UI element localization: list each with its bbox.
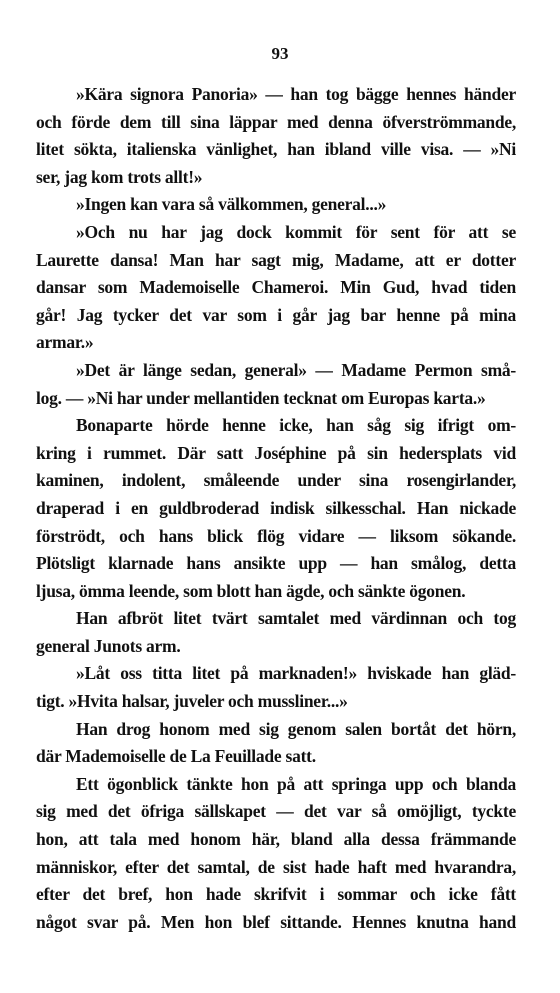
text-line: litet sökta, italienska vänlighet, han ibland ville visa. — »Ni [36,139,516,160]
text-line: »Låt oss titta litet på marknaden!» hviskade han gläd- [76,663,516,684]
text-line: efter det bref, hon hade skrifvit i sommar och icke fått [36,884,516,905]
text-line: »Ingen kan vara så välkommen, general...» [76,194,387,215]
text-line: människor, efter det samtal, de sist hade haft med hvarandra, [36,856,516,877]
text-line: ser, jag kom trots allt!» [36,166,203,187]
text-line: kring i rummet. Där satt Joséphine på sin hedersplats vid [36,442,516,463]
text-line: dansar som Mademoiselle Chameroi. Min Gud, hvad tiden [36,277,516,298]
text-line: draperad i en guldbroderad indisk silkesschal. Han nickade [36,497,516,518]
text-line: Bonaparte hörde henne icke, han såg sig ifrigt om- [76,415,516,436]
text-line: »Det är länge sedan, general» — Madame Permon små- [76,359,516,380]
text-line: går! Jag tycker det var som i går jag bar henne på mina [36,304,516,325]
text-line: Laurette dansa! Man har sagt mig, Madame, att er dotter [36,249,516,270]
text-line: förströdt, och hans blick flög vidare — liksom sökande. [36,525,516,546]
text-line: sig med det öfriga sällskapet — det var så omöjligt, tyckte [36,801,516,822]
text-line: armar.» [36,332,94,353]
text-line: log. — »Ni har under mellantiden tecknat om Europas karta.» [36,387,486,408]
text-line: »Och nu har jag dock kommit för sent för att se [76,221,516,242]
body-text [36,81,516,936]
text-line: Plötsligt klarnade hans ansikte upp — han smålog, detta [36,553,516,574]
text-line: »Kära signora Panoria» — han tog bägge hennes händer [76,84,516,104]
page-number: 93 [271,44,289,63]
text-line: och förde dem till sina läppar med denna öfverströmmande, [36,111,516,132]
text-line: Han drog honom med sig genom salen bortåt det hörn, [76,718,516,739]
text-line: hon, att tala med honom här, bland alla dessa främmande [36,829,516,850]
text-line: där Mademoiselle de La Feuillade satt. [36,746,316,767]
text-line: Han afbröt litet tvärt samtalet med värdinnan och tog [76,608,516,629]
text-line: kaminen, indolent, småleende under sina rosengirlander, [36,470,516,491]
text-line: ljusa, ömma leende, som blott han ägde, och sänkte ögonen. [36,580,466,601]
text-line: tigt. »Hvita halsar, juveler och mussliner...» [36,691,348,712]
text-line: Ett ögonblick tänkte hon på att springa upp och blanda [76,773,516,794]
text-line: general Junots arm. [36,635,181,656]
text-line: något svar på. Men hon blef sittande. Hennes knutna hand [36,911,516,932]
